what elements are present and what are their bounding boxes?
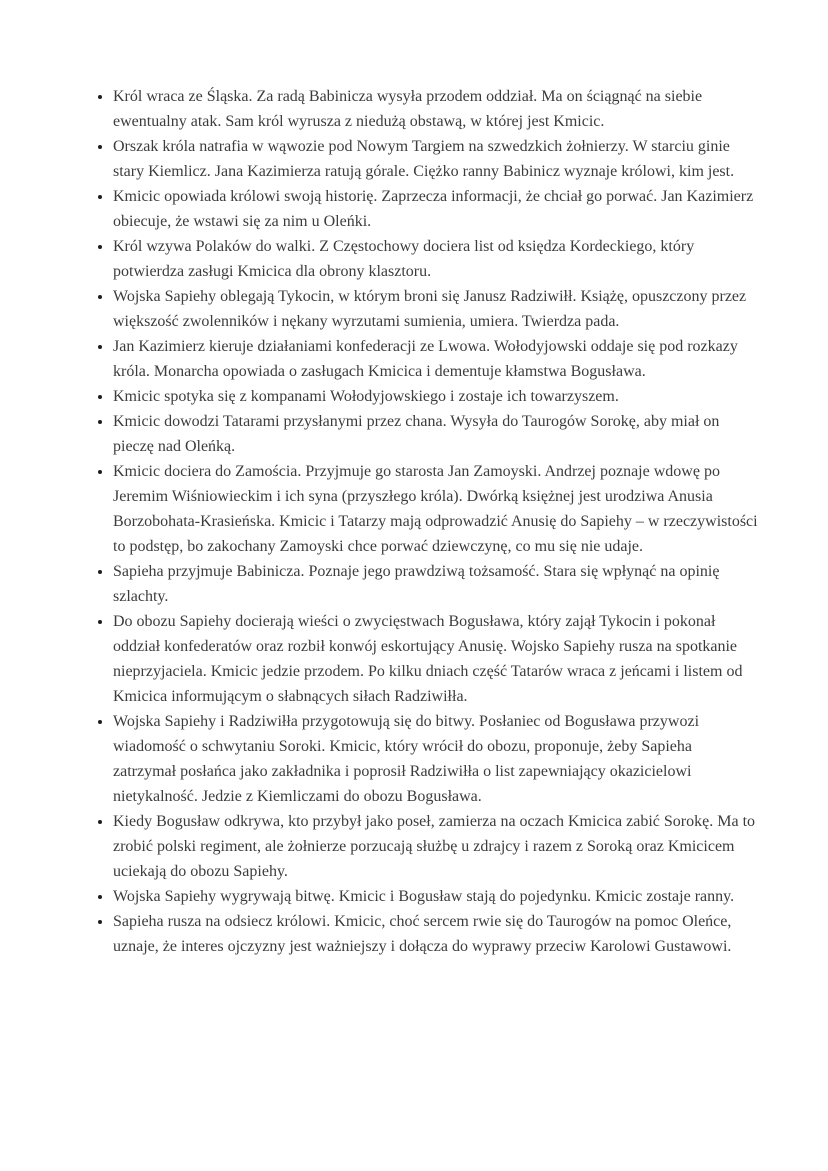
list-item: • Kiedy Bogusław odkrywa, kto przybył jako poseł, zamierza na oczach Kmicica zabić Sorokę. Ma to zrobić polski regiment, ale żołnierze porzucają służbę u zdrajcy i razem z Soroką oraz Kmicicem uciekają do obozu Sapiehy. <box>113 809 758 884</box>
list-item: • Wojska Sapiehy wygrywają bitwę. Kmicic i Bogusław stają do pojedynku. Kmicic zostaje ranny. <box>113 884 758 909</box>
list-item: • Jan Kazimierz kieruje działaniami konfederacji ze Lwowa. Wołodyjowski oddaje się pod rozkazy króla. Monarcha opowiada o zasługach Kmicica i dementuje kłamstwa Bogusława. <box>113 334 758 384</box>
list-item: • Król wzywa Polaków do walki. Z Częstochowy dociera list od księdza Kordeckiego, który potwierdza zasługi Kmicica dla obrony klasztoru. <box>113 234 758 284</box>
list-item: • Sapieha rusza na odsiecz królowi. Kmicic, choć sercem rwie się do Taurogów na pomoc Oleńce, uznaje, że interes ojczyzny jest ważniejszy i dołącza do wyprawy przeciw Karolowi Gustawowi. <box>113 909 758 959</box>
list-item: • Sapieha przyjmuje Babinicza. Poznaje jego prawdziwą tożsamość. Stara się wpłynąć na opinię szlachty. <box>113 559 758 609</box>
list-item: • Kmicic opowiada królowi swoją historię. Zaprzecza informacji, że chciał go porwać. Jan Kazimierz obiecuje, że wstawi się za nim u Oleńki. <box>113 184 758 234</box>
summary-list <box>95 84 758 959</box>
list-item: • Kmicic dociera do Zamościa. Przyjmuje go starosta Jan Zamoyski. Andrzej poznaje wdowę po Jeremim Wiśniowieckim i ich syna (przyszłego króla). Dwórką księżnej jest urodziwa Anusia Borzobohata-Krasieńska. Kmicic i Tatarzy mają odprowadzić Anusię do Sapiehy – w rzeczywistości to podstęp, bo zakochany Zamoyski chce porwać dziewczynę, co mu się nie udaje. <box>113 459 758 559</box>
list-item: • Do obozu Sapiehy docierają wieści o zwycięstwach Bogusława, który zajął Tykocin i pokonał oddział konfederatów oraz rozbił konwój eskortujący Anusię. Wojsko Sapiehy rusza na spotkanie nieprzyjaciela. Kmicic jedzie przodem. Po kilku dniach część Tatarów wraca z jeńcami i listem od Kmicica informującym o słabnących siłach Radziwiłła. <box>113 609 758 709</box>
list-item: • Kmicic spotyka się z kompanami Wołodyjowskiego i zostaje ich towarzyszem. <box>113 384 758 409</box>
list-item: • Wojska Sapiehy oblegają Tykocin, w którym broni się Janusz Radziwiłł. Książę, opuszczony przez większość zwolenników i nękany wyrzutami sumienia, umiera. Twierdza pada. <box>113 284 758 334</box>
list-item: • Król wraca ze Śląska. Za radą Babinicza wysyła przodem oddział. Ma on ściągnąć na siebie ewentualny atak. Sam król wyrusza z niedużą obstawą, w której jest Kmicic. <box>113 84 758 134</box>
list-item: • Kmicic dowodzi Tatarami przysłanymi przez chana. Wysyła do Taurogów Sorokę, aby miał on pieczę nad Oleńką. <box>113 409 758 459</box>
list-item: • Orszak króla natrafia w wąwozie pod Nowym Targiem na szwedzkich żołnierzy. W starciu ginie stary Kiemlicz. Jana Kazimierza ratują górale. Ciężko ranny Babinicz wyznaje królowi, kim jest. <box>113 134 758 184</box>
list-item: • Wojska Sapiehy i Radziwiłła przygotowują się do bitwy. Posłaniec od Bogusława przywozi wiadomość o schwytaniu Soroki. Kmicic, który wrócił do obozu, proponuje, żeby Sapieha zatrzymał posłańca jako zakładnika i poprosił Radziwiłła o list zapewniający okazicielowi nietykalność. Jedzie z Kiemliczami do obozu Bogusława. <box>113 709 758 809</box>
